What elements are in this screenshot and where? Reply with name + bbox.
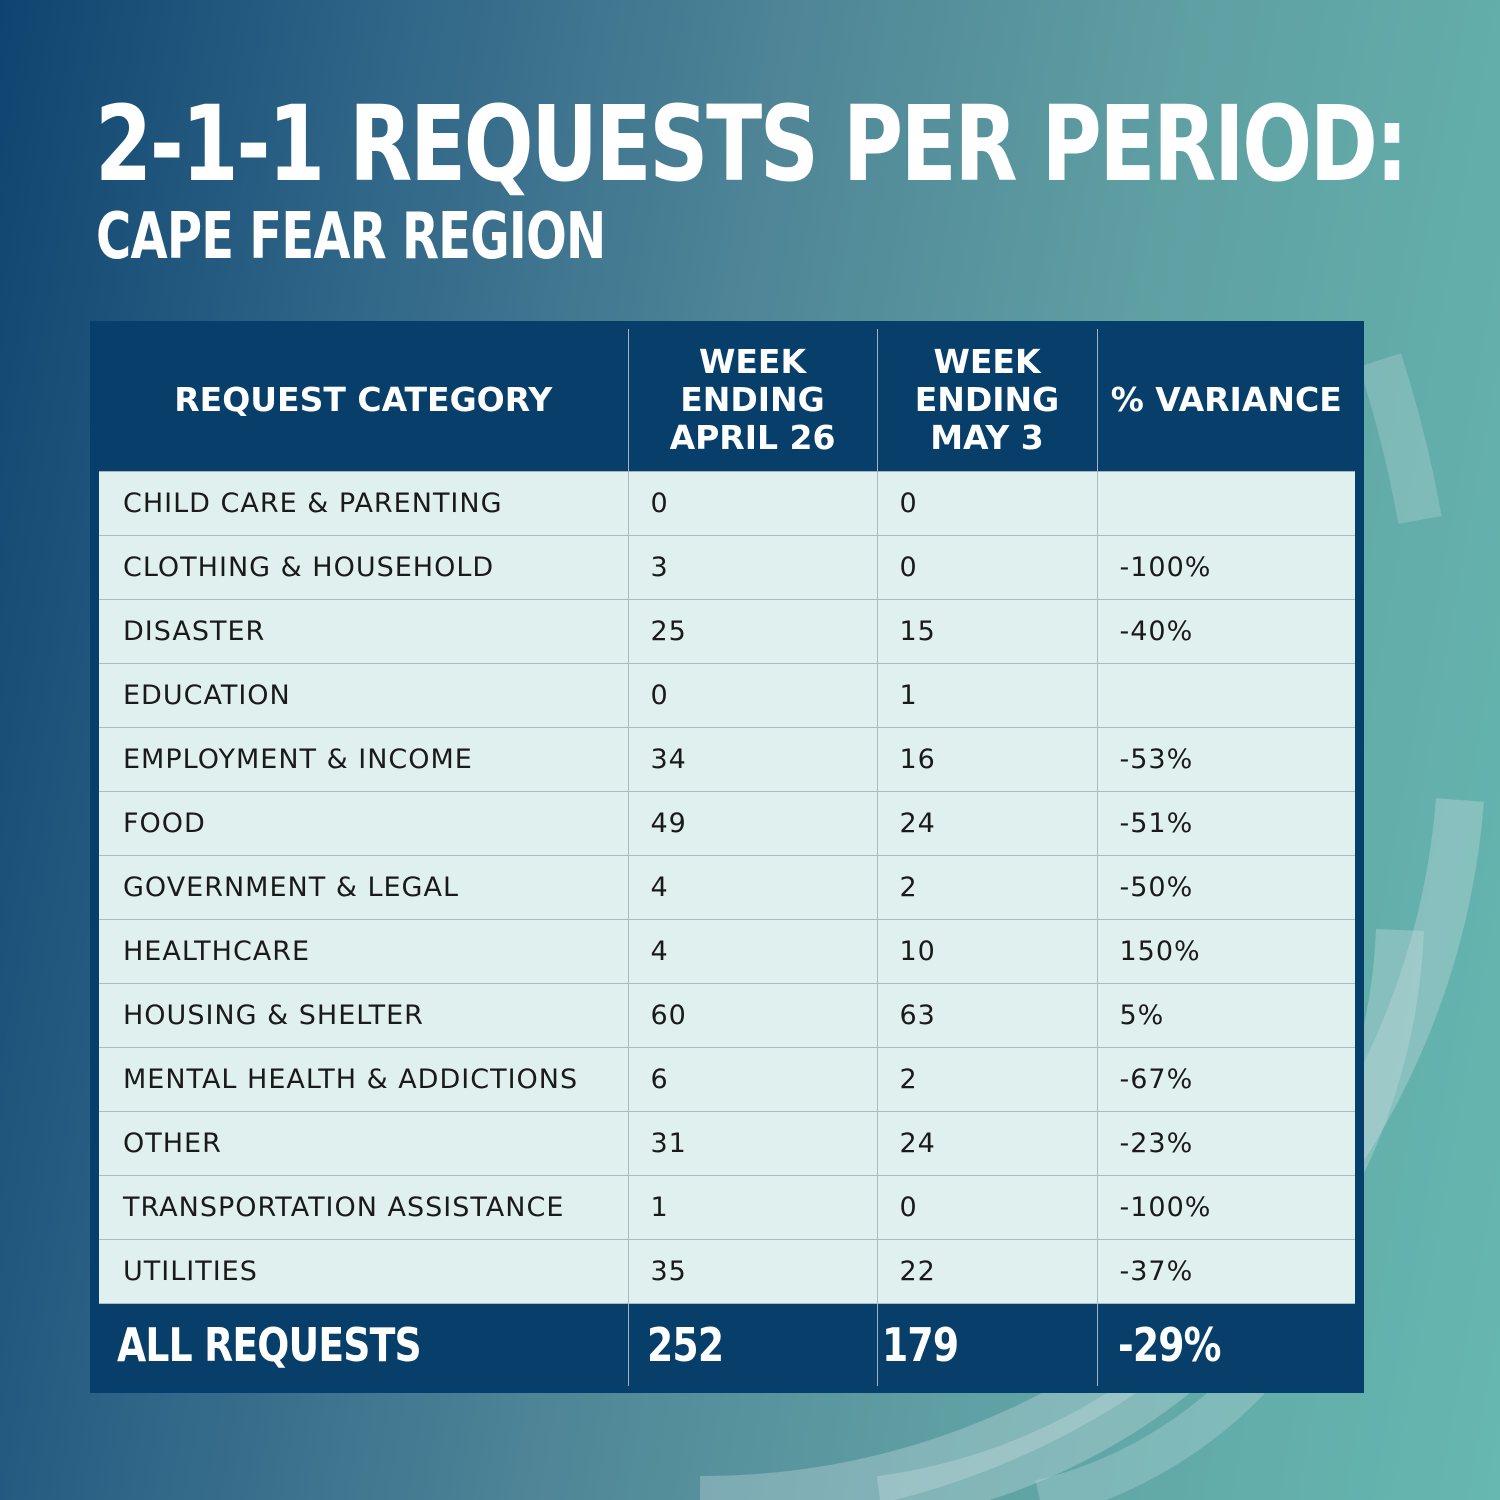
total-variance-cell [1097,1304,1355,1387]
variance-cell: -100% [1097,536,1355,600]
table-row [99,920,1355,984]
week-may3-cell: 15 [877,600,1097,664]
table-row [99,664,1355,728]
week-apr26-cell: 4 [628,856,877,920]
category-cell: DISASTER [99,600,628,664]
variance-cell: -100% [1097,1176,1355,1240]
category-cell: EMPLOYMENT & INCOME [99,728,628,792]
category-cell: UTILITIES [99,1240,628,1304]
week-may3-cell: 1 [877,664,1097,728]
table-row [99,1048,1355,1112]
week-apr26-cell: 3 [628,536,877,600]
total-label: ALL REQUESTS [117,1318,421,1372]
total-label-cell [99,1304,628,1387]
category-cell: MENTAL HEALTH & ADDICTIONS [99,1048,628,1112]
table-row [99,984,1355,1048]
total-variance: -29% [1117,1318,1221,1372]
requests-table [99,329,1355,1386]
variance-cell: 5% [1097,984,1355,1048]
week-may3-cell: 10 [877,920,1097,984]
week-may3-cell: 22 [877,1240,1097,1304]
category-cell: CLOTHING & HOUSEHOLD [99,536,628,600]
page-title: 2-1-1 REQUESTS PER PERIOD: [95,83,1407,205]
week-apr26-cell: 0 [628,472,877,536]
category-cell: OTHER [99,1112,628,1176]
week-may3-cell: 16 [877,728,1097,792]
week-apr26-cell: 25 [628,600,877,664]
table-row [99,472,1355,536]
week-apr26-cell: 6 [628,1048,877,1112]
category-cell: FOOD [99,792,628,856]
table-row [99,728,1355,792]
variance-cell: -53% [1097,728,1355,792]
category-cell: TRANSPORTATION ASSISTANCE [99,1176,628,1240]
header-variance: % VARIANCE [1097,329,1355,472]
week-may3-cell: 0 [877,1176,1097,1240]
week-may3-cell: 0 [877,536,1097,600]
header-week-april-26: WEEK ENDING APRIL 26 [628,329,877,472]
requests-table-container [90,321,1364,1393]
week-apr26-cell: 0 [628,664,877,728]
variance-cell [1097,664,1355,728]
week-apr26-cell: 49 [628,792,877,856]
total-may3: 179 [881,1318,958,1372]
variance-cell: -40% [1097,600,1355,664]
week-apr26-cell: 1 [628,1176,877,1240]
week-apr26-cell: 34 [628,728,877,792]
week-apr26-cell: 35 [628,1240,877,1304]
category-cell: GOVERNMENT & LEGAL [99,856,628,920]
variance-cell [1097,472,1355,536]
week-may3-cell: 24 [877,792,1097,856]
table-row [99,600,1355,664]
variance-cell: -50% [1097,856,1355,920]
week-may3-cell: 2 [877,856,1097,920]
week-apr26-cell: 4 [628,920,877,984]
table-row [99,1176,1355,1240]
category-cell: HEALTHCARE [99,920,628,984]
table-row [99,1240,1355,1304]
page-subtitle: CAPE FEAR REGION [96,200,606,274]
total-row [99,1304,1355,1387]
header-request-category: REQUEST CATEGORY [99,329,628,472]
week-may3-cell: 24 [877,1112,1097,1176]
variance-cell: -23% [1097,1112,1355,1176]
table-header-row [99,329,1355,472]
header-week-may-3: WEEK ENDING MAY 3 [877,329,1097,472]
variance-cell: -51% [1097,792,1355,856]
week-may3-cell: 0 [877,472,1097,536]
week-apr26-cell: 60 [628,984,877,1048]
variance-cell: -37% [1097,1240,1355,1304]
table-row [99,792,1355,856]
total-may3-cell [877,1304,1097,1387]
table-row [99,536,1355,600]
variance-cell: -67% [1097,1048,1355,1112]
category-cell: EDUCATION [99,664,628,728]
category-cell: HOUSING & SHELTER [99,984,628,1048]
table-row [99,1112,1355,1176]
week-apr26-cell: 31 [628,1112,877,1176]
total-apr26: 252 [646,1318,723,1372]
week-may3-cell: 63 [877,984,1097,1048]
variance-cell: 150% [1097,920,1355,984]
total-apr26-cell [628,1304,877,1387]
category-cell: CHILD CARE & PARENTING [99,472,628,536]
table-row [99,856,1355,920]
week-may3-cell: 2 [877,1048,1097,1112]
